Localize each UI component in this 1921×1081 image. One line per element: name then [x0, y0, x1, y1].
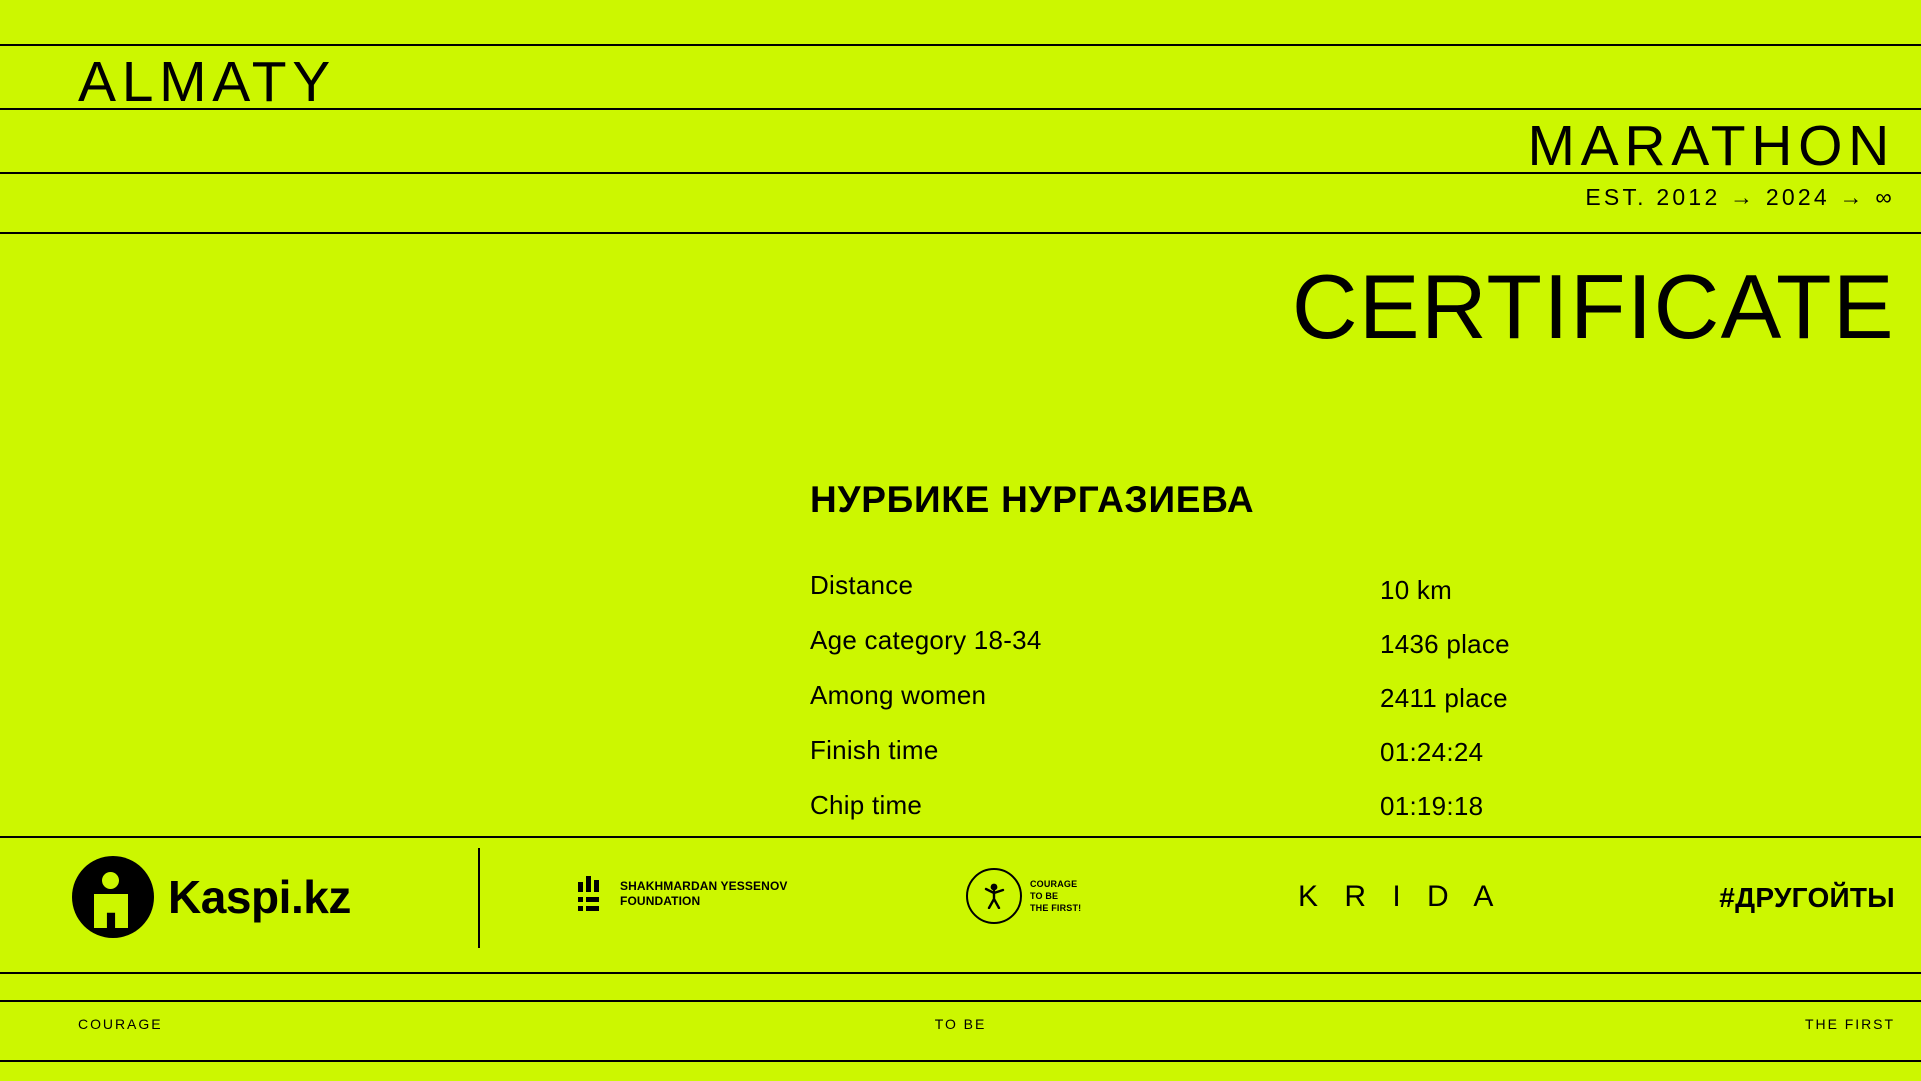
result-value: 1436 place	[1380, 629, 1510, 659]
athlete-name: НУРБИКЕ НУРГАЗИЕВА	[810, 479, 1255, 520]
corporate-fund-icon	[966, 868, 1022, 924]
campaign-hashtag: #ДРУГОЙТЫ	[1719, 882, 1895, 913]
corporate-fund-label	[1030, 878, 1081, 914]
sponsor-strip	[0, 838, 1921, 972]
divider-line	[0, 232, 1921, 234]
corp-line1: COURAGE	[1030, 878, 1078, 889]
sponsor-krida: K R I D A	[1298, 880, 1503, 913]
person-glyph-icon	[983, 883, 1005, 909]
sponsor-corporate-fund	[966, 868, 1081, 924]
footer-right-text: THE FIRST	[1805, 1016, 1895, 1032]
sponsor-yessenov	[578, 876, 788, 912]
yessenov-foundation-icon	[578, 876, 608, 912]
sponsor-kaspi	[72, 856, 351, 938]
brand-marathon: MARATHON	[1527, 114, 1895, 178]
corp-line2: TO BE	[1030, 890, 1059, 901]
footer-left-text: COURAGE	[78, 1016, 163, 1032]
established-years: EST. 2012 → 2024 → ∞	[1585, 184, 1895, 210]
result-label: Age category 18-34	[810, 625, 1042, 655]
result-value: 01:24:24	[1380, 737, 1484, 767]
divider-line	[0, 1060, 1921, 1062]
footer-center-text: TO BE	[934, 1016, 987, 1032]
page-title: CERTIFICATE	[1291, 257, 1895, 358]
results-labels-column	[810, 570, 1370, 845]
footer-bar	[0, 1016, 1921, 1044]
yessenov-line2: FOUNDATION	[620, 894, 701, 908]
brand-almaty: ALMATY	[78, 50, 337, 114]
divider-line	[0, 1000, 1921, 1002]
result-label: Finish time	[810, 735, 939, 765]
result-label: Distance	[810, 570, 914, 600]
results-values-column	[1380, 570, 1860, 845]
corp-line3: THE FIRST!	[1030, 903, 1082, 914]
result-label: Chip time	[810, 790, 923, 820]
divider-line	[0, 972, 1921, 974]
divider-line	[0, 44, 1921, 46]
result-value: 2411 place	[1380, 683, 1508, 713]
yessenov-line1: SHAKHMARDAN YESSENOV	[620, 879, 788, 893]
result-value: 10 km	[1380, 575, 1453, 605]
kaspi-logo-icon	[72, 856, 154, 938]
result-value: 01:19:18	[1380, 791, 1484, 821]
kaspi-label: Kaspi.kz	[168, 871, 351, 923]
yessenov-label	[620, 879, 788, 909]
result-label: Among women	[810, 680, 987, 710]
sponsor-divider	[478, 848, 480, 948]
